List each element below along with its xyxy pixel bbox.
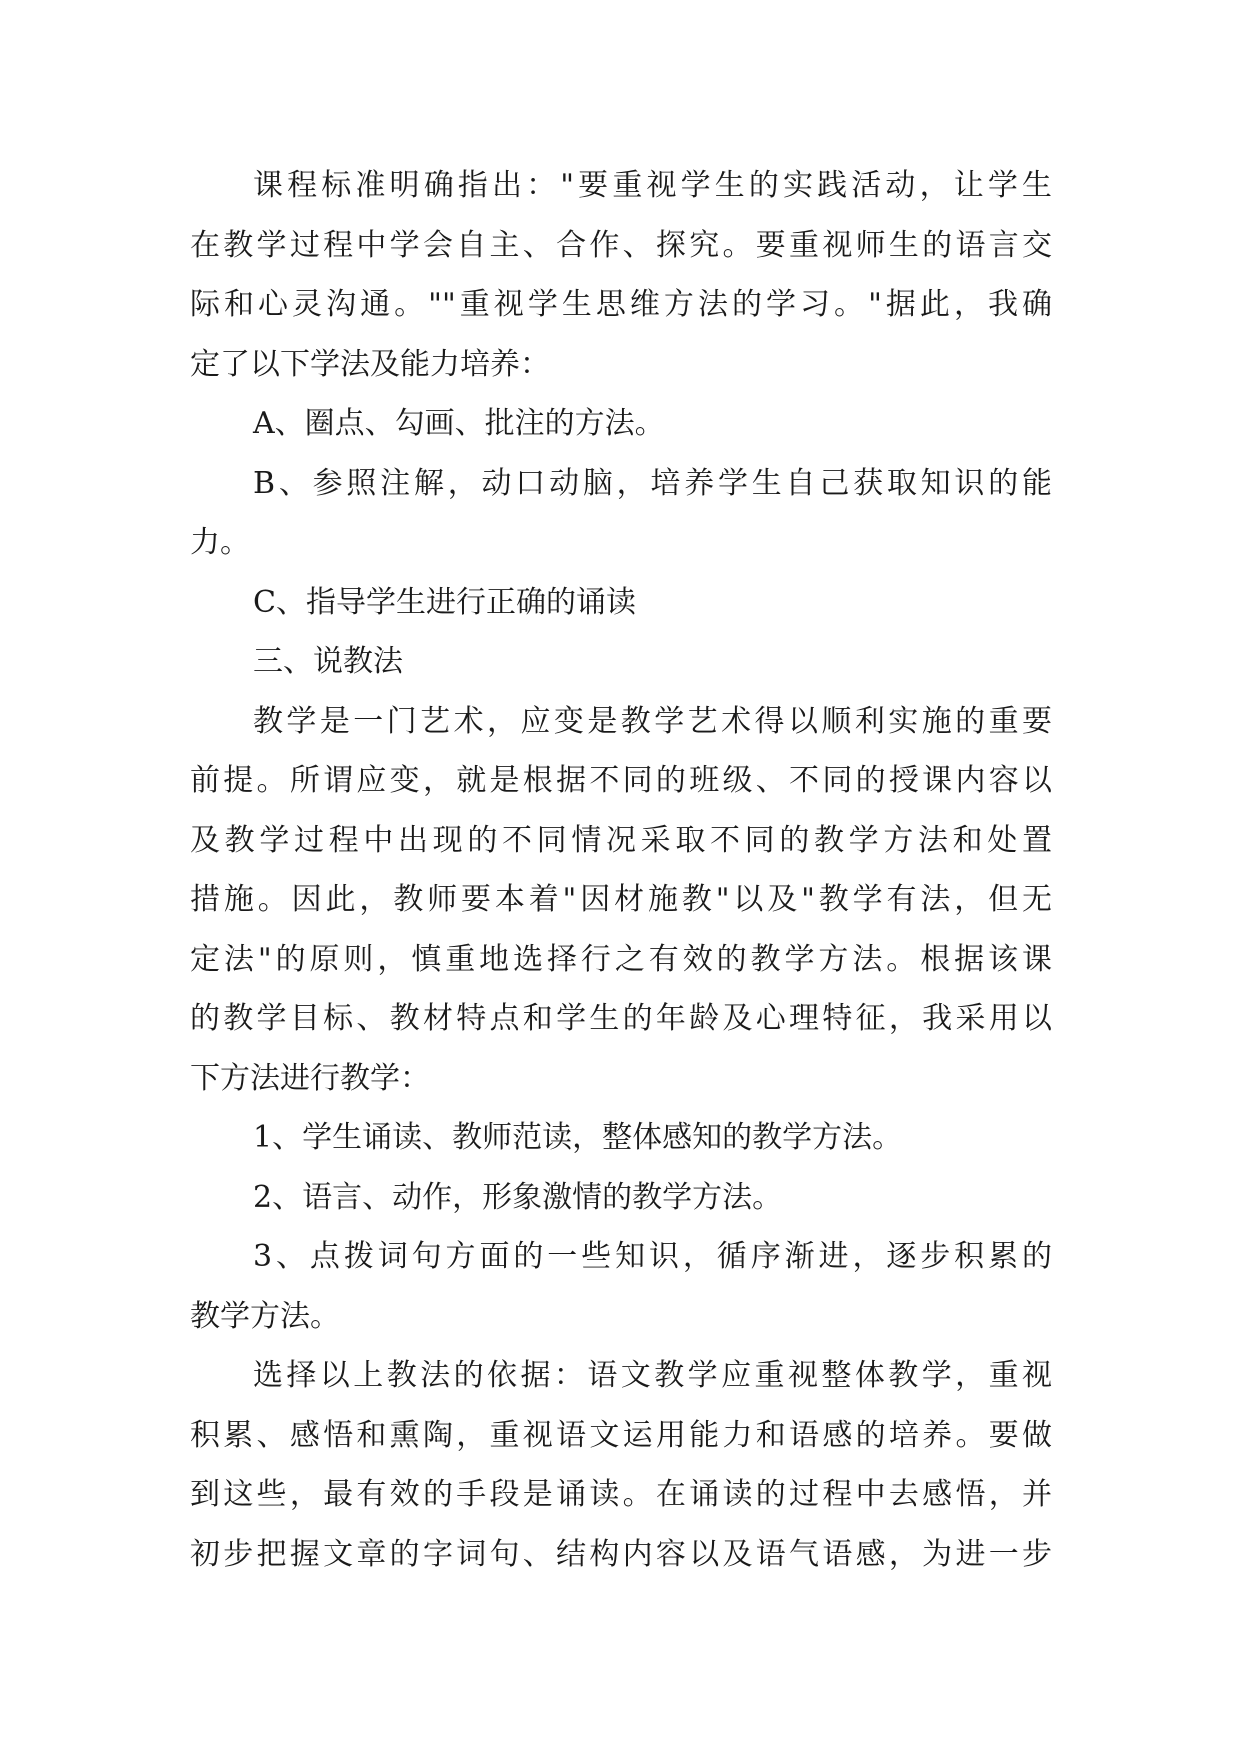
list-item-3: 3、点拨词句方面的一些知识，循序渐进，逐步积累的	[253, 1239, 1052, 1274]
paragraph-line: 措施。因此，教师要本着"因材施教"以及"教学有法，但无	[190, 882, 1052, 917]
list-item-a: A、圈点、勾画、批注的方法。	[253, 406, 665, 441]
list-item-c: C、指导学生进行正确的诵读	[253, 584, 636, 620]
paragraph-line: 及教学过程中出现的不同情况采取不同的教学方法和处置	[190, 822, 1052, 858]
paragraph-line: 在教学过程中学会自主、合作、探究。要重视师生的语言交	[190, 227, 1052, 263]
list-item-2: 2、语言、动作，形象激情的教学方法。	[253, 1179, 783, 1215]
paragraph-line: 前提。所谓应变，就是根据不同的班级、不同的授课内容以	[190, 763, 1052, 798]
paragraph-line: 到这些，最有效的手段是诵读。在诵读的过程中去感悟，并	[190, 1477, 1052, 1512]
paragraph-line: 际和心灵沟通。""重视学生思维方法的学习。"据此，我确	[190, 287, 1052, 322]
paragraph-line: 定法"的原则，慎重地选择行之有效的教学方法。根据该课	[190, 941, 1052, 977]
paragraph-line: 力。	[190, 525, 250, 560]
paragraph-line: 的教学目标、教材特点和学生的年龄及心理特征，我采用以	[190, 1001, 1052, 1036]
paragraph-line: 选择以上教法的依据：语文教学应重视整体教学，重视	[253, 1358, 1052, 1393]
list-item-b: B、参照注解，动口动脑，培养学生自己获取知识的能	[253, 465, 1052, 501]
paragraph-line: 教学是一门艺术，应变是教学艺术得以顺利实施的重要	[253, 703, 1052, 739]
paragraph-line: 定了以下学法及能力培养：	[190, 346, 550, 382]
paragraph-line: 课程标准明确指出："要重视学生的实践活动，让学生	[253, 168, 1052, 203]
document-body	[190, 156, 1052, 1584]
paragraph-line: 教学方法。	[190, 1298, 340, 1334]
paragraph-line: 初步把握文章的字词句、结构内容以及语气语感，为进一步	[190, 1536, 1052, 1572]
paragraph-line: 下方法进行教学：	[190, 1060, 430, 1096]
list-item-1: 1、学生诵读、教师范读，整体感知的教学方法。	[253, 1120, 903, 1155]
paragraph-line: 积累、感悟和熏陶，重视语文运用能力和语感的培养。要做	[190, 1417, 1052, 1453]
section-heading: 三、说教法	[253, 644, 403, 679]
